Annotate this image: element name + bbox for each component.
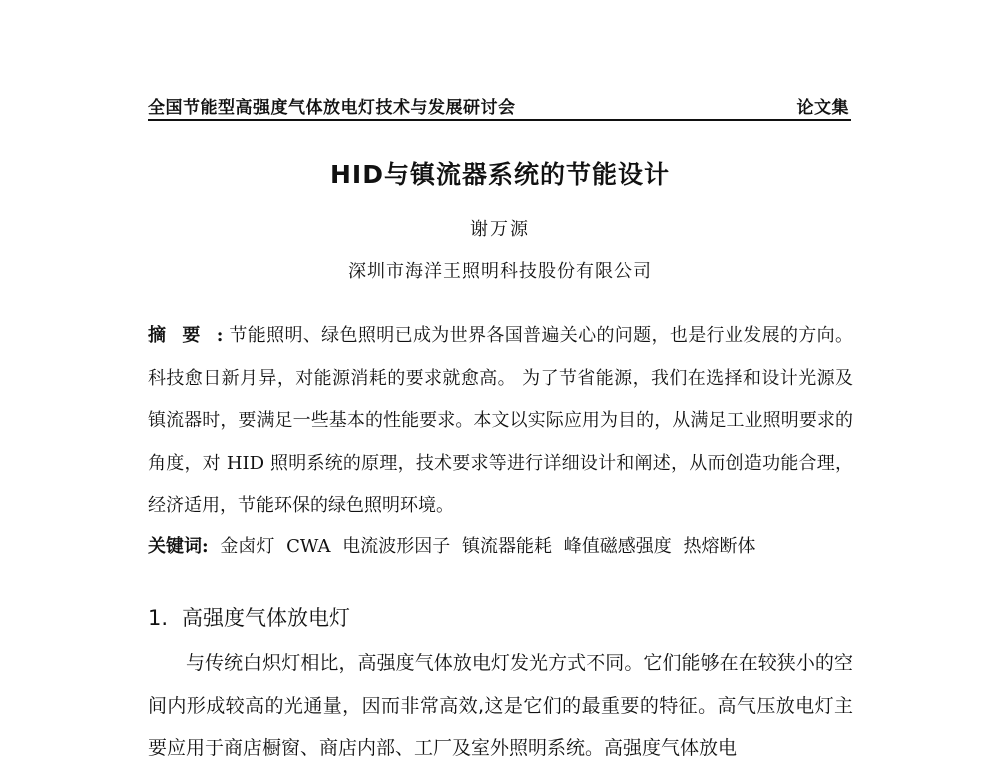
paper-title: HID与镇流器系统的节能设计 xyxy=(330,160,670,189)
running-header xyxy=(148,93,851,119)
body-paragraph: 与传统白炽灯相比，高强度气体放电灯发光方式不同。它们能够在在较狭小的空间内形成较高的光通量，因而非常高效,这是它们的最重要的特征。高气压放电灯主要应用于商店橱窗、商店内部、工厂及室外照明系统。高强度气体放电 xyxy=(148,652,853,759)
keyword: 峰值磁感强度 xyxy=(563,536,672,557)
abstract-text: 节能照明、绿色照明已成为世界各国普遍关心的问题，也是行业发展的方向。科技愈日新月异，对能源消耗的要求就愈高。 为了节省能源，我们在选择和设计光源及镇流器时，要满足一些基本的性能要求。本文以实际应用为目的，从满足工业照明要求的角度，对 HID 照明系统的原理，技术要求等进行详细设计和阐述，从而创造功能合理，经济适用，节能环保的绿色照明环境。 xyxy=(148,325,854,516)
abstract-label-colon: : xyxy=(216,325,224,346)
keyword: 电流波形因子 xyxy=(342,536,451,557)
keyword: 金卤灯 xyxy=(220,536,275,557)
section-title: 高强度气体放电灯 xyxy=(182,606,351,630)
abstract-label: 摘要 xyxy=(148,325,217,346)
section-heading xyxy=(148,602,350,632)
author-name: 谢万源 xyxy=(470,219,530,240)
keywords xyxy=(148,532,853,558)
conference-name: 全国节能型高强度气体放电灯技术与发展研讨会 xyxy=(148,98,516,118)
proceedings-label: 论文集 xyxy=(796,98,849,118)
section-number: 1. xyxy=(148,606,169,630)
keyword: 镇流器能耗 xyxy=(461,536,552,557)
abstract xyxy=(148,315,853,528)
author-affiliation: 深圳市海洋王照明科技股份有限公司 xyxy=(348,261,652,282)
keyword: 热熔断体 xyxy=(683,536,756,557)
header-divider xyxy=(148,119,851,121)
keywords-label: 关键词: xyxy=(148,536,209,557)
keyword: CWA xyxy=(286,536,331,557)
